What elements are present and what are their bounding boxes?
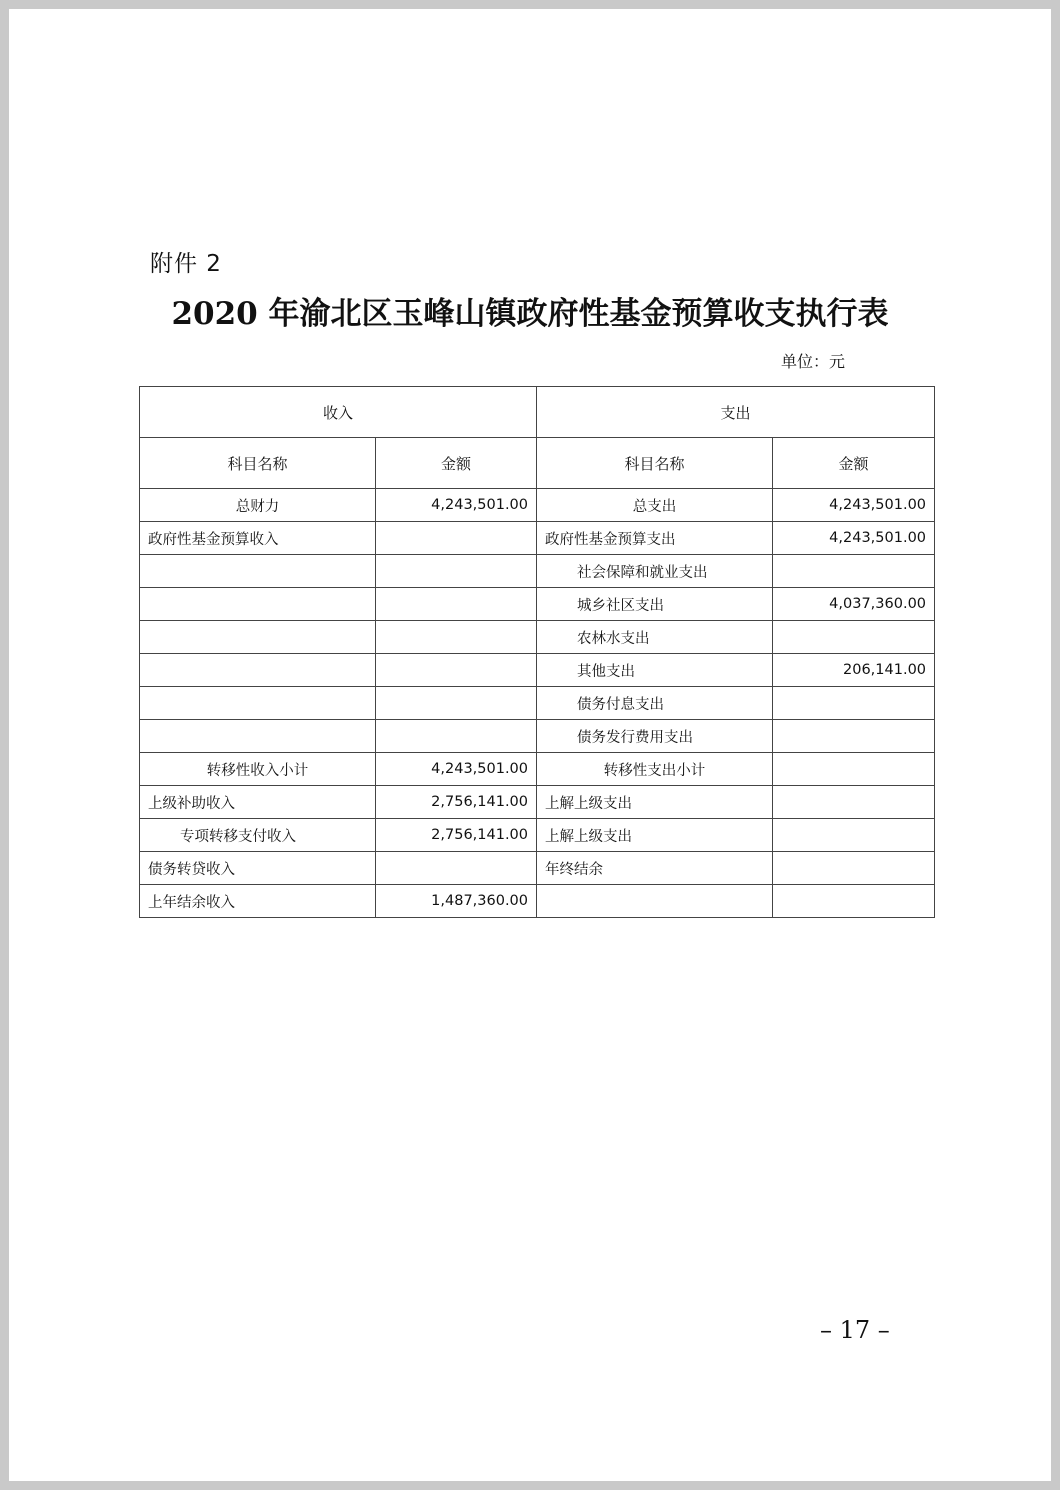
expense-amount-cell (773, 852, 935, 885)
expense-name-cell: 农林水支出 (537, 621, 773, 654)
page-title: 2020 年渝北区玉峰山镇政府性基金预算收支执行表 (171, 296, 889, 332)
table-row (140, 654, 935, 687)
income-amount-cell: 2,756,141.00 (376, 786, 537, 819)
expense-name-cell: 城乡社区支出 (537, 588, 773, 621)
page-number: – 17 – (820, 1316, 890, 1344)
income-name-cell: 上级补助收入 (140, 786, 376, 819)
section-header-row (140, 387, 935, 438)
column-header-row (140, 438, 935, 489)
income-amount-cell: 1,487,360.00 (376, 885, 537, 918)
income-amount-cell (376, 621, 537, 654)
income-amount-cell (376, 654, 537, 687)
expense-amount-cell (773, 819, 935, 852)
expense-name-cell: 其他支出 (537, 654, 773, 687)
expense-name-cell (537, 885, 773, 918)
expense-amount-cell: 4,037,360.00 (773, 588, 935, 621)
income-name-column-header: 科目名称 (140, 438, 376, 489)
table-row (140, 720, 935, 753)
table-row (140, 852, 935, 885)
expense-name-cell: 上解上级支出 (537, 786, 773, 819)
table-row (140, 489, 935, 522)
income-amount-cell (376, 720, 537, 753)
income-name-cell: 转移性收入小计 (140, 753, 376, 786)
income-name-cell: 债务转贷收入 (140, 852, 376, 885)
table-row (140, 588, 935, 621)
expense-amount-cell: 206,141.00 (773, 654, 935, 687)
expense-name-cell: 上解上级支出 (537, 819, 773, 852)
table-row (140, 621, 935, 654)
income-amount-cell: 4,243,501.00 (376, 753, 537, 786)
expense-name-cell: 总支出 (537, 489, 773, 522)
expense-section-header: 支出 (537, 387, 935, 438)
income-amount-cell: 2,756,141.00 (376, 819, 537, 852)
expense-amount-column-header: 金额 (773, 438, 935, 489)
income-section-header: 收入 (140, 387, 537, 438)
income-amount-cell (376, 588, 537, 621)
income-name-cell: 专项转移支付收入 (140, 819, 376, 852)
expense-name-cell: 社会保障和就业支出 (537, 555, 773, 588)
income-name-cell (140, 588, 376, 621)
table-row (140, 522, 935, 555)
table-row (140, 819, 935, 852)
expense-name-cell: 转移性支出小计 (537, 753, 773, 786)
income-amount-cell: 4,243,501.00 (376, 489, 537, 522)
expense-amount-cell: 4,243,501.00 (773, 522, 935, 555)
budget-table (139, 386, 935, 918)
table-row (140, 555, 935, 588)
table-row (140, 753, 935, 786)
expense-amount-cell (773, 753, 935, 786)
income-amount-cell (376, 555, 537, 588)
expense-amount-cell (773, 687, 935, 720)
expense-amount-cell: 4,243,501.00 (773, 489, 935, 522)
expense-name-cell: 年终结余 (537, 852, 773, 885)
income-name-cell (140, 555, 376, 588)
expense-amount-cell (773, 786, 935, 819)
expense-name-cell: 债务发行费用支出 (537, 720, 773, 753)
expense-name-cell: 债务付息支出 (537, 687, 773, 720)
expense-name-cell: 政府性基金预算支出 (537, 522, 773, 555)
income-amount-cell (376, 522, 537, 555)
income-name-cell: 上年结余收入 (140, 885, 376, 918)
income-name-cell (140, 654, 376, 687)
expense-name-column-header: 科目名称 (537, 438, 773, 489)
income-name-cell (140, 720, 376, 753)
unit-label: 单位：元 (781, 352, 846, 371)
expense-amount-cell (773, 885, 935, 918)
income-amount-column-header: 金额 (376, 438, 537, 489)
income-amount-cell (376, 852, 537, 885)
table-row (140, 687, 935, 720)
expense-amount-cell (773, 621, 935, 654)
table-row (140, 786, 935, 819)
income-name-cell (140, 687, 376, 720)
income-name-cell: 政府性基金预算收入 (140, 522, 376, 555)
attachment-label: 附件 2 (150, 251, 222, 277)
expense-amount-cell (773, 720, 935, 753)
income-amount-cell (376, 687, 537, 720)
expense-amount-cell (773, 555, 935, 588)
income-name-cell: 总财力 (140, 489, 376, 522)
table-row (140, 885, 935, 918)
income-name-cell (140, 621, 376, 654)
